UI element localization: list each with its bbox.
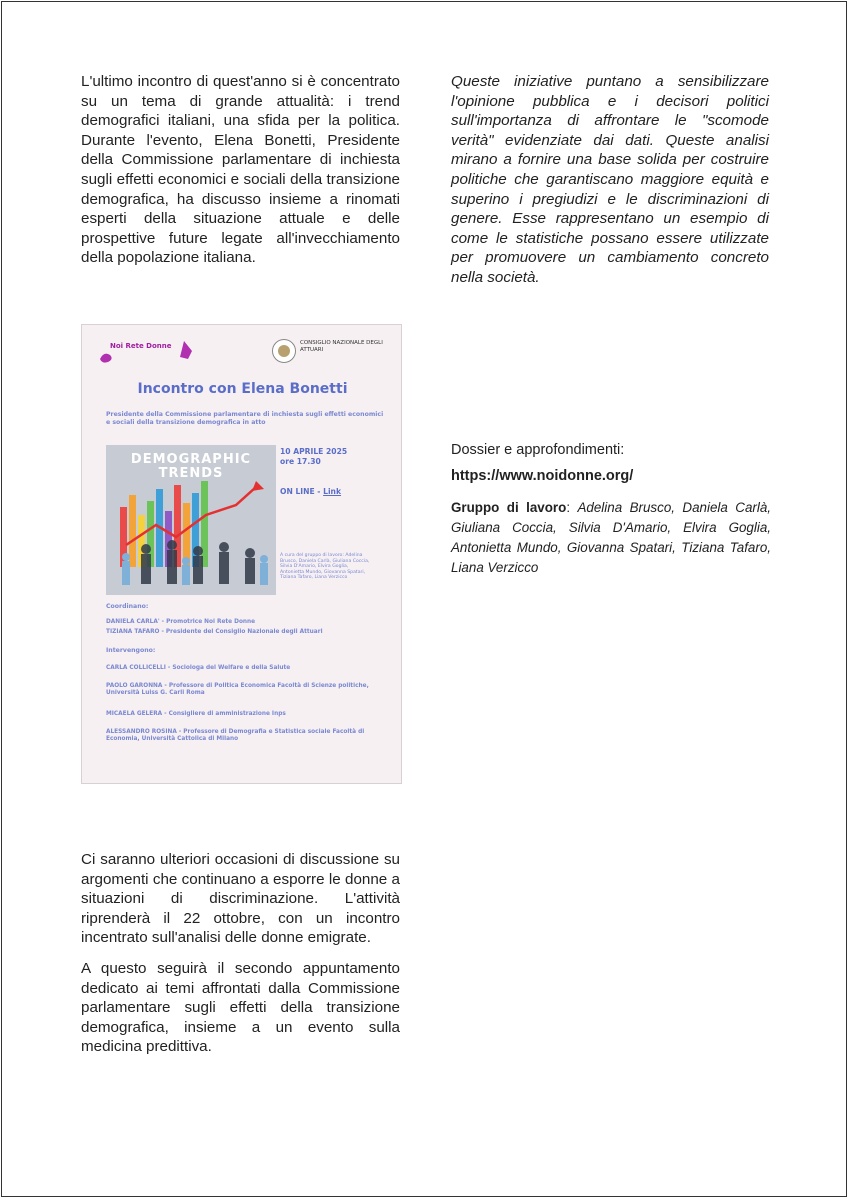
poster-title: Incontro con Elena Bonetti [137, 381, 348, 397]
coord-label: Coordinano: [106, 603, 149, 610]
poster-group: A cura del gruppo di lavoro: Adelina Brusco, Daniela Carlà, Giuliana Coccia, Silvia D'Amario, Elvira Goglia, Antonietta Mundo, Giovanna Spatari, Tiziana Tafaro, Liana Verzicco [280, 553, 370, 581]
working-group-label: Gruppo di lavoro [451, 500, 567, 515]
date-text: 10 APRILE 2025 [280, 447, 348, 456]
poster-subtitle: Presidente della Commissione parlamentare di inchiesta sugli effetti economici e sociali della transizione demografica in atto [106, 411, 384, 426]
dossier-section [451, 442, 771, 578]
online-link[interactable]: Link [323, 487, 342, 496]
initiatives-paragraph: Queste iniziative puntano a sensibilizzare l'opinione pubblica e i decisori politici sull'importanza di affrontare le "scomode verità" evidenziate dai dati. Queste analisi mirano a fornire una base solida per costruire politiche che garantiscano maggiore equità e superino i pregiudizi e le discriminazioni di genere. Esse rappresentano un esempio di come le statistiche possano essere utilizzate per promuovere un cambiamento concreto nella società. [451, 73, 769, 286]
poster-org: CONSIGLIO NAZIONALE DEGLI ATTUARI [300, 340, 383, 353]
working-group: Gruppo di lavoro: Adelina Brusco, Daniela Carlà, Giuliana Coccia, Silvia D'Amario, Elvira Goglia, Antonietta Mundo, Giovanna Spatari, Tiziana Tafaro, Liana Verzicco [451, 500, 771, 575]
seal-icon [272, 339, 296, 363]
dossier-link[interactable]: https://www.noidonne.org/ [451, 468, 634, 484]
event-poster [81, 324, 402, 784]
logo-text: Noi Rete Donne [110, 342, 172, 350]
interv-line-2: PAOLO GARONNA - Professore di Politica Economica Facoltà di Scienze politiche, Università Luiss G. Carli Roma [106, 683, 369, 697]
image-title-line1: DEMOGRAPHIC [130, 452, 252, 467]
coord-line-2: TIZIANA TAFARO - Presidente del Consiglio Nazionale degli Attuari [106, 629, 323, 635]
closing-section [81, 850, 400, 1068]
interv-line-1: CARLA COLLICELLI - Sociologa del Welfare e della Salute [106, 665, 291, 671]
time-text: ore 17.30 [280, 457, 321, 466]
closing-paragraph-2: A questo seguirà il secondo appuntamento dedicato ai temi affrontati dalla Commissione parlamentare sugli effetti della transizione demografica, insieme a un evento sulla medicina predittiva. [81, 959, 400, 1056]
intro-paragraph: L'ultimo incontro di quest'anno si è concentrato su un tema di grande attualità: i trend demografici italiani, una sfida per la politica. Durante l'evento, Elena Bonetti, Presidente della Commissione parlamentare di inchiesta sugli effetti economici e sociali della transizione demografica, ha discusso insieme a rinomati esperti della situazione attuale e delle prospettive future legate all'invecchiamento della popolazione italiana. [81, 73, 400, 267]
image-title-line2: TRENDS [158, 466, 224, 481]
coord-line-1: DANIELA CARLA' - Promotrice Noi Rete Donne [106, 619, 256, 625]
demographic-trends-image [106, 445, 276, 595]
interv-label: Intervengono: [106, 647, 156, 654]
working-group-names: Adelina Brusco, Daniela Carlà, Giuliana Coccia, Silvia D'Amario, Elvira Goglia, Antonietta Mundo, Giovanna Spatari, Tiziana Tafaro, Liana Verzicco [451, 500, 771, 575]
closing-paragraph-1: Ci saranno ulteriori occasioni di discussione su argomenti che continuano a esporre le donne a situazioni di discriminazione. L'attività riprenderà il 22 ottobre, con un incontro incentrato sull'analisi delle donne emigrate. [81, 851, 400, 947]
interv-line-4: ALESSANDRO ROSINA - Professore di Demografia e Statistica sociale Facoltà di Economia, Università Cattolica di Milano [106, 729, 365, 743]
online-label: ON LINE - [280, 487, 324, 496]
poster-date [280, 447, 390, 467]
image-title [106, 453, 276, 481]
interv-line-3: MICAELA GELERA - Consigliere di amministrazione Inps [106, 711, 286, 717]
dossier-label: Dossier e approfondimenti: [451, 442, 625, 458]
poster-online [280, 487, 341, 496]
